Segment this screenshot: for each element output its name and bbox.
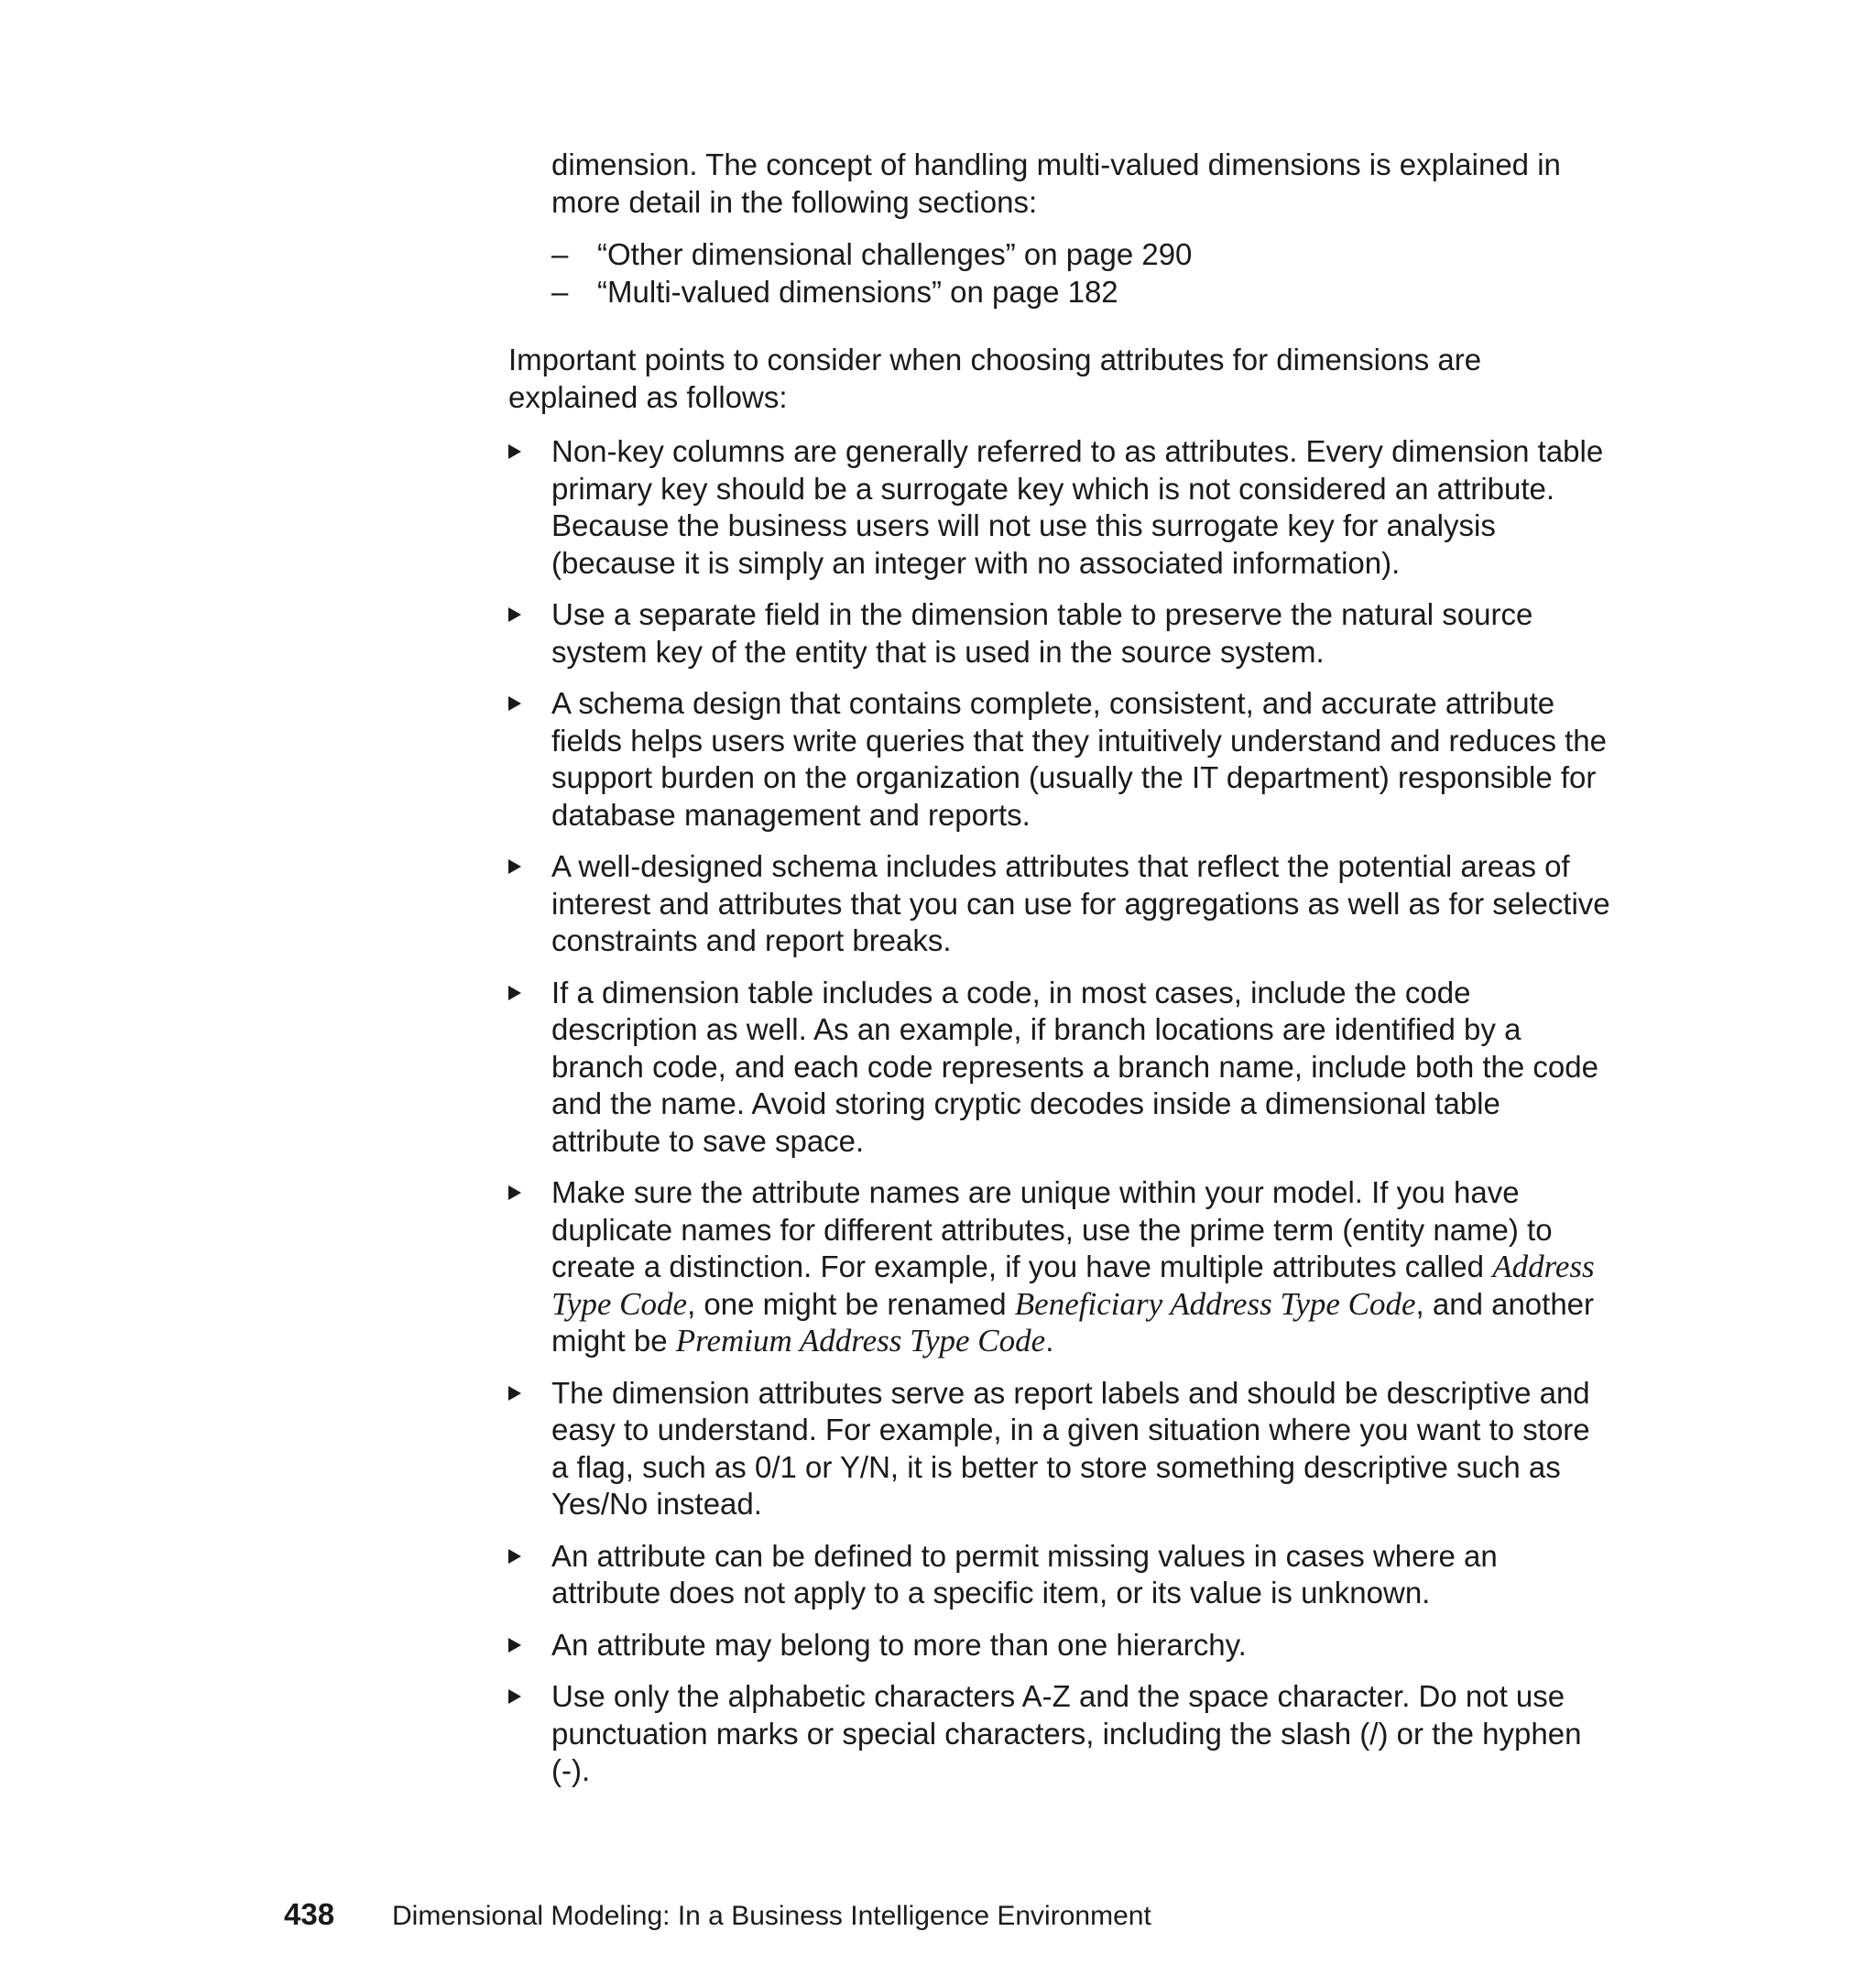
list-item-text: A schema design that contains complete, consistent, and accurate attribute fields helps users write queries that they intuitively understand and reduces the support burden on the organization (usually the IT department) responsible for database management and reports. — [551, 686, 1607, 832]
continuation-text: dimension. The concept of handling multi-valued dimensions is explained in more detail in the following sections: — [551, 147, 1561, 219]
bullet-triangle-icon — [508, 859, 521, 874]
list-item-text: An attribute may belong to more than one hierarchy. — [551, 1627, 1247, 1662]
bullet-triangle-icon — [508, 1638, 521, 1653]
list-item — [508, 975, 1612, 1161]
list-item-text: Use a separate field in the dimension table to preserve the natural source system key of the entity that is used in the source system. — [551, 597, 1533, 669]
list-item-text: Use only the alphabetic characters A-Z and the space character. Do not use punctuation marks or special characters, including the slash (/) or the hyphen (-). — [551, 1679, 1582, 1787]
text-run: Make sure the attribute names are unique within your model. If you have duplicate names for different attributes, use the prime term (entity name) to create a distinction. For example, if you have multiple attributes called — [551, 1175, 1553, 1283]
italic-term: Premium Address Type Code — [675, 1323, 1046, 1359]
list-item — [508, 1538, 1612, 1612]
text-run: . — [1045, 1324, 1054, 1358]
italic-term: Address Type Code — [551, 1249, 1595, 1322]
bullet-triangle-icon — [508, 607, 521, 622]
list-item — [508, 1627, 1612, 1664]
bullet-triangle-icon — [508, 1549, 521, 1564]
reference-link[interactable]: “Multi-valued dimensions” on page 182 — [597, 274, 1118, 309]
bullet-triangle-icon — [508, 1689, 521, 1704]
reference-list — [551, 236, 1614, 311]
list-item-text: Non-key columns are generally referred to as attributes. Every dimension table primary key should be a surrogate key which is not considered an attribute. Because the business users will not use this surrogate key for analysis (because it is simply an integer with no associated information). — [551, 434, 1604, 580]
intro-paragraph — [508, 342, 1608, 416]
reference-item — [551, 236, 1614, 274]
text-run: , and another might be — [551, 1286, 1595, 1358]
list-item — [508, 1678, 1612, 1790]
list-item-text: If a dimension table includes a code, in most cases, include the code description as well. As an example, if branch locations are identified by a branch code, and each code represents a branch name, include both the code and the name. Avoid storing cryptic decodes inside a dimensional table attribute to save space. — [551, 975, 1598, 1158]
list-item — [508, 685, 1612, 834]
list-item-text: A well-designed schema includes attributes that reflect the potential areas of interest and attributes that you can use for aggregations as well as for selective constraints and report breaks. — [551, 849, 1610, 957]
list-item — [508, 433, 1612, 582]
list-item — [508, 596, 1612, 671]
bullet-triangle-icon — [508, 986, 521, 1000]
bullet-triangle-icon — [508, 1185, 521, 1200]
intro-text: Important points to consider when choosing attributes for dimensions are explained as follows: — [508, 343, 1482, 414]
list-item — [508, 1375, 1612, 1523]
page-number: 438 — [284, 1897, 335, 1931]
italic-term: Beneficiary Address Type Code — [1014, 1285, 1416, 1322]
continuation-paragraph — [551, 147, 1614, 221]
bullet-triangle-icon — [508, 444, 521, 459]
list-item-text: The dimension attributes serve as report labels and should be descriptive and easy to understand. For example, in a given situation where you want to store a flag, such as 0/1 or Y/N, it is better to store something descriptive such as Yes/No instead. — [551, 1375, 1590, 1521]
bullet-triangle-icon — [508, 1386, 521, 1401]
list-item — [508, 1174, 1612, 1360]
list-item — [508, 848, 1612, 960]
bullet-list — [508, 433, 1612, 1805]
reference-item — [551, 274, 1614, 311]
list-item-text — [551, 1174, 1612, 1360]
text-run: , one might be renamed — [687, 1286, 1015, 1321]
dash-marker: – — [551, 237, 569, 271]
page-footer — [284, 1898, 1658, 1933]
reference-link[interactable]: “Other dimensional challenges” on page 290 — [597, 237, 1193, 271]
book-title: Dimensional Modeling: In a Business Intelligence Environment — [392, 1901, 1151, 1931]
bullet-triangle-icon — [508, 696, 521, 711]
dash-marker: – — [551, 274, 569, 309]
list-item-text: An attribute can be defined to permit missing values in cases where an attribute does not apply to a specific item, or its value is unknown. — [551, 1538, 1498, 1610]
